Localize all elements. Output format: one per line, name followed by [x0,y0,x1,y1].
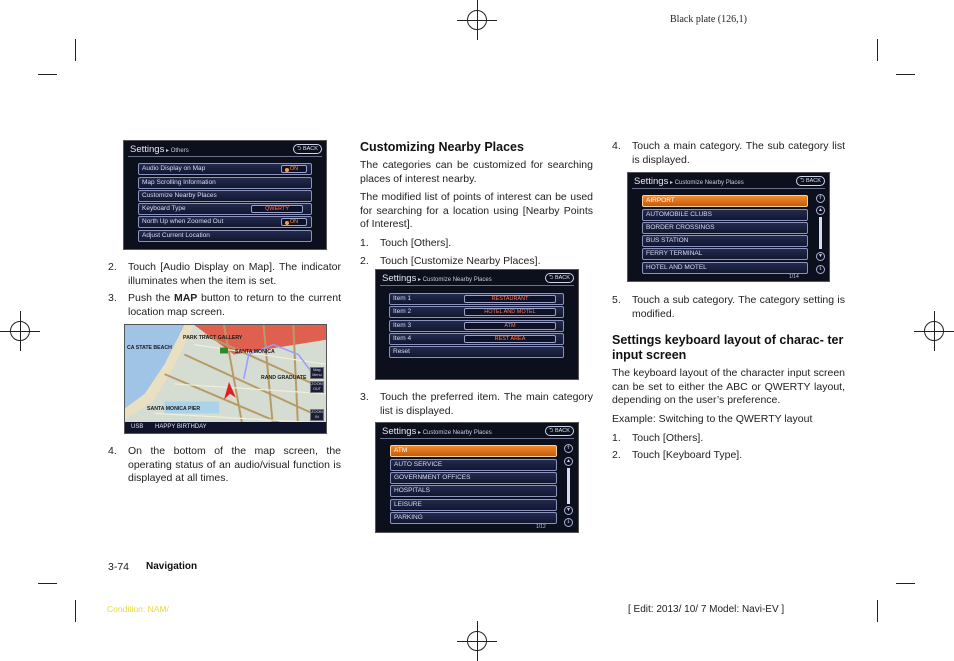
map-label: PARK TRACT GALLERY [183,335,243,341]
map-label: SANTA MONICA [235,349,275,355]
screen-title: Settings ▸ Others [130,144,189,155]
customize-places-screen [375,269,579,380]
menu-item-keyboard-type[interactable]: Keyboard Type QWERTY [138,203,312,215]
map-label: CA STATE BEACH [127,345,172,351]
category-atm[interactable]: ATM [390,445,557,457]
reset-row[interactable]: Reset [389,346,564,358]
scroll-down-icon[interactable]: ▼ [564,506,573,515]
crop-mark [877,39,878,61]
crop-mark [38,74,57,75]
crop-mark [896,74,915,75]
menu-item-audio-display[interactable]: Audio Display on Map ON [138,163,312,175]
paragraph: The modified list of points of interest can be used for searching for a location using [Nearby Points of Interest]. [360,191,593,231]
back-button[interactable]: ⮌ BACK [545,273,574,283]
screen-title: Settings ▸ Customize Nearby Places [382,273,492,284]
registration-mark [457,0,497,40]
registration-mark [0,311,40,351]
step-2: 2. Touch [Customize Nearby Places]. [360,254,541,267]
step-2: 2. Touch [Keyboard Type]. [612,449,743,462]
menu-item-customize-nearby[interactable]: Customize Nearby Places [138,190,312,202]
edit-info: [ Edit: 2013/ 10/ 7 Model: Navi-EV ] [628,604,785,615]
step-3: 3. Touch the preferred item. The main category list is displayed. [360,391,593,417]
menu-item-map-scrolling[interactable]: Map Scrolling Information [138,177,312,189]
page-indicator: 1/12 [536,524,546,530]
category-parking[interactable]: PARKING [390,512,557,524]
sub-category-screen [627,172,830,282]
scroll-top-icon[interactable]: ⇑ [564,444,573,453]
example-text: Example: Switching to the QWERTY layout [612,412,813,425]
keyboard-value: QWERTY [251,205,303,213]
category-leisure[interactable]: LEISURE [390,499,557,511]
plate-label: Black plate (126,1) [670,14,747,25]
step-5: 5. Touch a sub category. The category setting is modified. [612,294,845,320]
scroll-down-icon[interactable]: ▼ [816,252,825,261]
step-1: 1. Touch [Others]. [360,236,452,249]
map-label: RAND GRADUATE [261,375,307,381]
step-2: 2. Touch [Audio Display on Map]. The indicator illuminates when the item is set. [108,261,341,287]
zoom-out-button[interactable]: ZOOM OUT [311,382,323,391]
crop-mark [38,583,57,584]
item-3-row[interactable]: Item 3 ATM [389,320,564,332]
registration-mark [457,621,497,661]
back-button[interactable]: ⮌ BACK [796,176,825,186]
step-3: 3. Push the MAP button to return to the current location map screen. [108,292,341,318]
item-1-row[interactable]: Item 1 RESTAURANT [389,293,564,305]
scrollbar[interactable] [567,468,570,504]
category-auto-service[interactable]: AUTO SERVICE [390,459,557,471]
scroll-bottom-icon[interactable]: ⇓ [564,518,573,527]
subcategory-border[interactable]: BORDER CROSSINGS [642,222,808,234]
step-4: 4. On the bottom of the map screen, the operating status of an audio/visual function is displayed at all times. [108,445,341,485]
subcategory-automobile[interactable]: AUTOMOBILE CLUBS [642,209,808,221]
screen-title: Settings ▸ Customize Nearby Places [634,176,744,187]
crop-mark [877,600,878,622]
crop-mark [896,583,915,584]
menu-item-adjust-location[interactable]: Adjust Current Location [138,230,312,242]
registration-mark [914,311,954,351]
indicator-on: ON [281,165,307,173]
back-button[interactable]: ⮌ BACK [545,426,574,436]
category-government[interactable]: GOVERNMENT OFFICES [390,472,557,484]
section-name: Navigation [146,561,198,572]
others-settings-screen [123,140,327,250]
section-heading: Customizing Nearby Places [360,140,524,154]
paragraph: The categories can be customized for searching places of interest nearby. [360,159,593,185]
audio-status-bar: USB HAPPY BIRTHDAY [125,422,326,433]
scroll-up-icon[interactable]: ▲ [564,457,573,466]
paragraph: The keyboard layout of the character input screen can be set to either the ABC or QWERTY layout, depending on the user’s preference. [612,367,845,407]
map-menu-button[interactable]: Map Menu [310,367,324,379]
subcategory-ferry[interactable]: FERRY TERMINAL [642,248,808,260]
scrollbar[interactable] [819,217,822,249]
step-1: 1. Touch [Others]. [612,431,704,444]
page-indicator: 1/14 [789,274,799,280]
crop-mark [75,39,76,61]
menu-item-north-up[interactable]: North Up when Zoomed Out ON [138,216,312,228]
page-number: 3-74 [108,561,130,573]
section-heading: Settings keyboard layout of charac- ter input screen [612,333,844,363]
zoom-in-button[interactable]: ZOOM IN [311,410,323,419]
subcategory-bus[interactable]: BUS STATION [642,235,808,247]
back-button[interactable]: ⮌ BACK [293,144,322,154]
screen-title: Settings ▸ Customize Nearby Places [382,426,492,437]
map-screen [124,324,327,434]
item-2-row[interactable]: Item 2 HOTEL AND MOTEL [389,306,564,318]
scroll-bottom-icon[interactable]: ⇓ [816,265,825,274]
map-label: SANTA MONICA PIER [147,406,201,412]
category-hospitals[interactable]: HOSPITALS [390,485,557,497]
indicator-on: ON [281,218,307,226]
item-4-row[interactable]: Item 4 REST AREA [389,333,564,345]
step-4: 4. Touch a main category. The sub category list is displayed. [612,140,845,166]
main-category-screen [375,422,579,533]
scroll-up-icon[interactable]: ▲ [816,206,825,215]
scroll-top-icon[interactable]: ⇑ [816,194,825,203]
crop-mark [75,600,76,622]
subcategory-hotel[interactable]: HOTEL AND MOTEL [642,262,808,274]
condition-label: Condition: NAM/ [107,604,169,614]
subcategory-airport[interactable]: AIRPORT [642,195,808,207]
